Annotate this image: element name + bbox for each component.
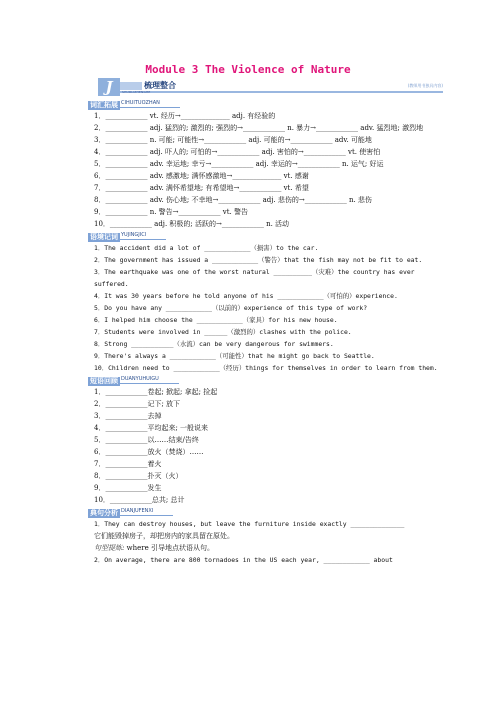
context-list bbox=[88, 242, 438, 374]
answer-blank: ____________ bbox=[105, 172, 148, 180]
item-number: 5． bbox=[94, 160, 106, 168]
item-number: 7． bbox=[94, 184, 106, 192]
phrase-meaning: 去掉 bbox=[147, 412, 162, 420]
sentence-1-note bbox=[88, 542, 438, 554]
phrase-list bbox=[88, 386, 438, 506]
context-item: 6．I helped him choose the ____________（家具）for his new house. bbox=[94, 316, 338, 324]
answer-blank: ____________ bbox=[105, 484, 148, 492]
answer-blank: ____________ bbox=[105, 148, 148, 156]
context-item: 7．Students were involved in ______（激烈的）clashes with the police. bbox=[94, 328, 352, 336]
item-text: adj. 积极的; 活跃的→____________ n. 活动 bbox=[151, 220, 290, 228]
item-text: adj. 猛烈的; 激烈的; 强烈的→____________ n. 暴力→____________ adv. 猛烈地; 激烈地 bbox=[147, 124, 424, 132]
answer-blank: ____________ bbox=[105, 124, 148, 132]
section-tag: 词汇拓展 bbox=[90, 101, 118, 109]
section-header-phrases bbox=[88, 375, 438, 386]
answer-blank: ____________ bbox=[105, 196, 148, 204]
banner-logo-icon: J bbox=[98, 78, 120, 96]
phrase-meaning: 扑灭（火） bbox=[147, 472, 183, 480]
answer-blank: ____________ bbox=[105, 472, 148, 480]
item-number: 10． bbox=[94, 220, 110, 228]
phrase-item bbox=[88, 482, 438, 494]
phrase-item bbox=[88, 470, 438, 482]
vocab-item bbox=[88, 146, 438, 158]
section-pinyin: DIANJUFENXI bbox=[120, 507, 173, 516]
item-text: adj. 吓人的; 可怕的→____________ adj. 害怕的→____________ vt. 使害怕 bbox=[147, 148, 381, 156]
answer-blank: ____________ bbox=[105, 112, 148, 120]
section-pinyin: DUANYUHUIGU bbox=[120, 375, 179, 384]
context-item: 4．It was 30 years before he told anyone of his ____________（可怕的）experience. bbox=[94, 292, 398, 300]
vocab-item bbox=[88, 134, 438, 146]
section-banner bbox=[98, 80, 443, 94]
item-number: 2． bbox=[94, 124, 106, 132]
item-number: 5． bbox=[94, 436, 106, 444]
context-item: 2．The government has issued a ____________（警告）that the fish may not be fit to eat. bbox=[94, 256, 423, 264]
sentence-1-translation: 它们能毁掉房子，却把房内的家具留在原处。 bbox=[94, 532, 234, 540]
vocab-item bbox=[88, 158, 438, 170]
page-title: Module 3 The Violence of Nature bbox=[145, 63, 351, 76]
phrase-meaning: 放火（焚烧）…… bbox=[147, 448, 204, 456]
vocab-item bbox=[88, 122, 438, 134]
item-text: vt. 经历→______________ adj. 有经验的 bbox=[147, 112, 276, 120]
item-number: 3． bbox=[94, 412, 106, 420]
answer-blank: ____________ bbox=[109, 496, 152, 504]
answer-blank: ____________ bbox=[105, 208, 148, 216]
vocab-item bbox=[88, 110, 438, 122]
answer-blank: ____________ bbox=[105, 388, 148, 396]
item-text: n. 可能; 可能性→____________ adj. 可能的→____________ adv. 可能地 bbox=[147, 136, 372, 144]
banner-note: (教师用书独具内容) bbox=[407, 83, 443, 88]
answer-blank: ____________ bbox=[105, 184, 148, 192]
phrase-item bbox=[88, 410, 438, 422]
section-header-context bbox=[88, 231, 438, 242]
phrase-item bbox=[88, 422, 438, 434]
answer-blank: ____________ bbox=[105, 448, 148, 456]
sentence-2: 2．On average, there are 800 tornadoes in the US each year, ____________ about bbox=[94, 556, 393, 564]
item-text: adv. 感激地; 满怀感激地→______________ vt. 感谢 bbox=[147, 172, 309, 180]
item-number: 1． bbox=[94, 112, 106, 120]
context-item: 5．Do you have any ____________（以前的）experience of this type of work? bbox=[94, 304, 368, 312]
context-item: 10．Children need to ____________（经历）things for themselves in order to learn from them. bbox=[94, 364, 438, 372]
phrase-item bbox=[88, 494, 438, 506]
vocab-item bbox=[88, 206, 438, 218]
item-number: 4． bbox=[94, 424, 106, 432]
item-number: 3． bbox=[94, 136, 106, 144]
content bbox=[88, 98, 438, 566]
vocab-item bbox=[88, 170, 438, 182]
section-pinyin: YUJINGJICI bbox=[120, 231, 166, 240]
item-text: adv. 幸运地; 幸亏→____________ adj. 幸运的→____________ n. 运气; 好运 bbox=[147, 160, 384, 168]
vocab-item bbox=[88, 194, 438, 206]
section-pinyin: CIHUITUOZHAN bbox=[120, 99, 180, 108]
item-number: 8． bbox=[94, 472, 106, 480]
phrase-meaning: 记下; 放下 bbox=[147, 400, 181, 408]
item-number: 6． bbox=[94, 172, 106, 180]
context-item: 9．There's always a ____________（可能性）that he might go back to Seattle. bbox=[94, 352, 375, 360]
answer-blank: ____________ bbox=[105, 136, 148, 144]
phrase-meaning: 卷起; 掀起; 拿起; 捡起 bbox=[147, 388, 218, 396]
item-number: 8． bbox=[94, 196, 106, 204]
section-tag: 典句分析 bbox=[90, 509, 118, 517]
item-number: 9． bbox=[94, 208, 106, 216]
phrase-meaning: 以……结束/告终 bbox=[147, 436, 199, 444]
context-item: 8．Strong ___________（水流）can be very dangerous for swimmers. bbox=[94, 340, 334, 348]
context-item: 1．The accident did a lot of ____________（损害）to the car. bbox=[94, 244, 319, 252]
phrase-item bbox=[88, 446, 438, 458]
answer-blank: ____________ bbox=[109, 220, 152, 228]
answer-blank: ____________ bbox=[105, 460, 148, 468]
sentence-1: 1．They can destroy houses, but leave the furniture inside exactly ______________ bbox=[94, 520, 405, 528]
item-number: 6． bbox=[94, 448, 106, 456]
item-number: 2． bbox=[94, 400, 106, 408]
answer-blank: ____________ bbox=[105, 160, 148, 168]
answer-blank: ____________ bbox=[105, 412, 148, 420]
phrase-meaning: 平均起来; 一般说来 bbox=[147, 424, 209, 432]
vocab-item bbox=[88, 218, 438, 230]
item-text: n. 警告→____________ vt. 警告 bbox=[147, 208, 248, 216]
section-header-vocab bbox=[88, 99, 438, 110]
context-item: 3．The earthquake was one of the worst natural __________（灾难）the country has ever suffered. bbox=[94, 268, 415, 288]
item-text: adv. 伤心地; 不幸地→____________ adj. 悲伤的→____________ n. 悲伤 bbox=[147, 196, 372, 204]
note-text: where 引导地点状语从句。 bbox=[124, 544, 214, 552]
answer-blank: ____________ bbox=[105, 436, 148, 444]
section-tag: 短语回顾 bbox=[90, 377, 118, 385]
phrase-meaning: 发生 bbox=[147, 484, 162, 492]
phrase-item bbox=[88, 398, 438, 410]
phrase-meaning: 着火 bbox=[147, 460, 162, 468]
phrase-item bbox=[88, 458, 438, 470]
banner-block bbox=[120, 82, 142, 90]
banner-pinyin: SHURLIZHENGHE bbox=[122, 90, 151, 94]
answer-blank: ____________ bbox=[105, 424, 148, 432]
note-label: 句型提炼: bbox=[94, 544, 125, 552]
item-number: 4． bbox=[94, 148, 106, 156]
item-text: adv. 满怀希望地; 有希望地→____________ vt. 希望 bbox=[147, 184, 309, 192]
item-number: 7． bbox=[94, 460, 106, 468]
answer-blank: ____________ bbox=[105, 400, 148, 408]
item-number: 10． bbox=[94, 496, 110, 504]
vocab-item bbox=[88, 182, 438, 194]
item-number: 9． bbox=[94, 484, 106, 492]
vocab-list bbox=[88, 110, 438, 230]
section-header-sentences bbox=[88, 507, 438, 518]
phrase-item bbox=[88, 434, 438, 446]
phrase-meaning: 总共; 总计 bbox=[151, 496, 185, 504]
banner-heading: 梳理整合 bbox=[144, 81, 176, 90]
section-tag: 语境记词 bbox=[90, 233, 118, 241]
phrase-item bbox=[88, 386, 438, 398]
item-number: 1． bbox=[94, 388, 106, 396]
